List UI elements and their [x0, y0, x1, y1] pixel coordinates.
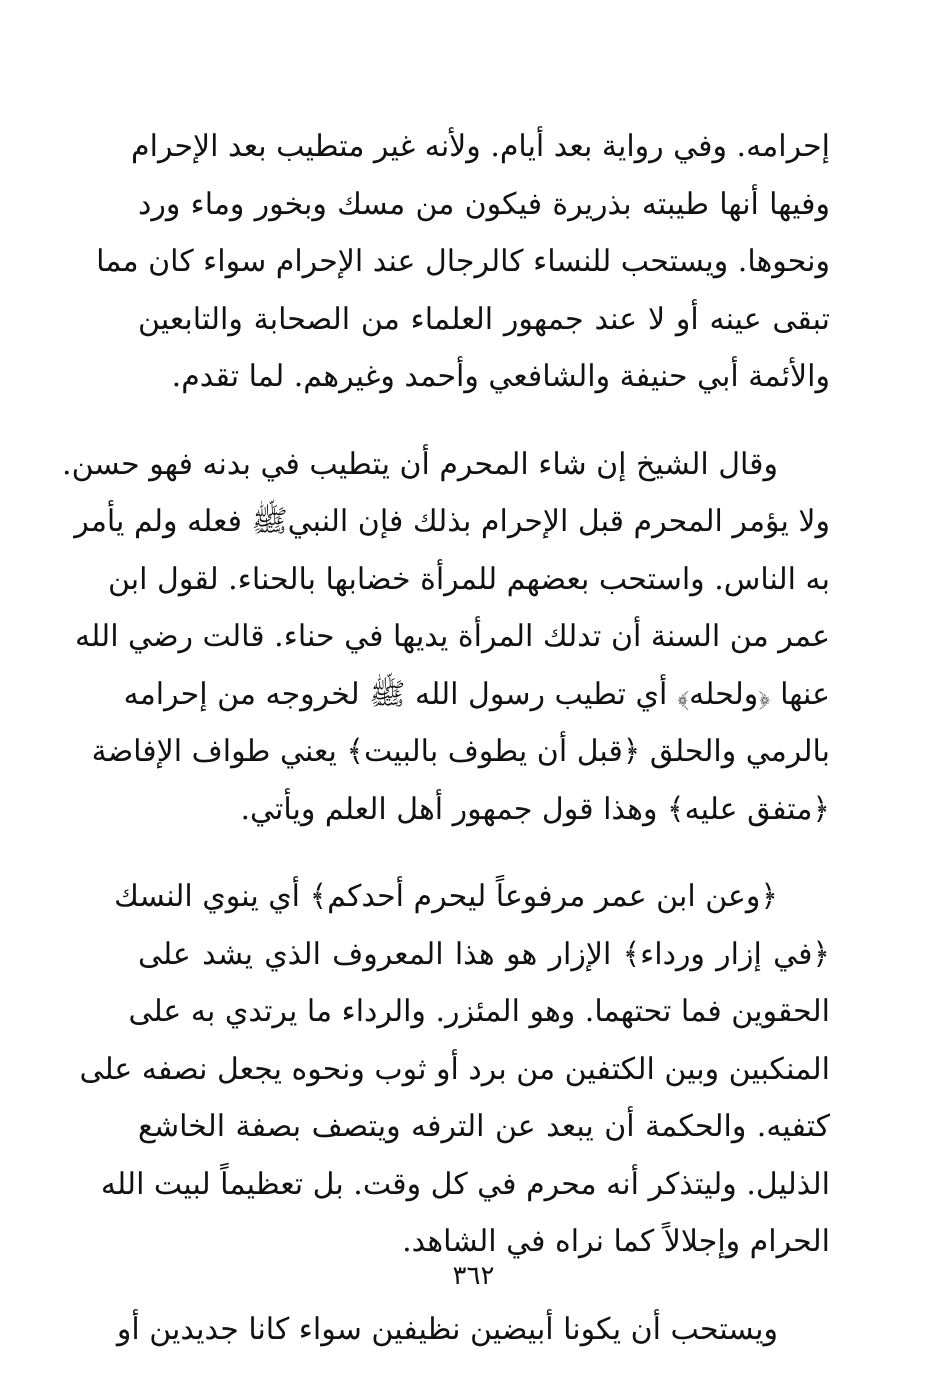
paragraph-1	[96, 118, 830, 406]
text-line: ﴿في إزار ورداء﴾ الإزار هو هذا المعروف الذي يشد على	[138, 936, 830, 972]
text-line: كتفيه. والحكمة أن يبعد عن الترفه ويتصف بصفة الخاشع	[138, 1109, 830, 1144]
text-line: ﴿متفق عليه﴾ وهذا قول جمهور أهل العلم ويأتي.	[240, 791, 830, 827]
page-number: ٣٦٢	[452, 1261, 495, 1291]
text-line: ونحوها. ويستحب للنساء كالرجال عند الإحرام سواء كان مما	[96, 244, 830, 279]
text-line: الذليل. وليتذكر أنه محرم في كل وقت. بل تعظيماً لبيت الله	[100, 1166, 830, 1202]
text-line: الحقوين فما تحتهما. وهو المئزر. والرداء ما يرتدي به على	[128, 994, 830, 1029]
paragraph-4	[116, 1301, 830, 1359]
page-body	[62, 118, 830, 1358]
text-line: والأئمة أبي حنيفة والشافعي وأحمد وغيرهم. لما تقدم.	[171, 359, 830, 394]
text-line: ولا يؤمر المحرم قبل الإحرام بذلك فإن النبيﷺ فعله ولم يأمر	[74, 504, 830, 539]
text-line: عنها ﴿ولحله﴾ أي تطيب رسول الله ﷺ لخروجه من إحرامه	[123, 676, 830, 712]
text-line: الحرام وإجلالاً كما نراه في الشاهد.	[402, 1224, 830, 1259]
text-line: ويستحب أن يكونا أبيضين نظيفين سواء كانا جديدين أو	[116, 1311, 778, 1347]
text-line: به الناس. واستحب بعضهم للمرأة خضابها بالحناء. لقول ابن	[107, 561, 830, 597]
text-line: وقال الشيخ إن شاء المحرم أن يتطيب في بدنه فهو حسن.	[62, 446, 778, 482]
text-line: بالرمي والحلق ﴿قبل أن يطوف بالبيت﴾ يعني طواف الإفاضة	[91, 734, 830, 769]
text-line: إحرامه. وفي رواية بعد أيام. ولأنه غير متطيب بعد الإحرام	[131, 129, 830, 164]
text-line: وفيها أنها طيبته بذريرة فيكون من مسك وبخور وماء ورد	[138, 186, 830, 222]
paragraph-3	[79, 868, 830, 1271]
text-line: تبقى عينه أو لا عند جمهور العلماء من الصحابة والتابعين	[138, 301, 830, 337]
paragraph-2	[62, 436, 830, 839]
text-line: عمر من السنة أن تدلك المرأة يديها في حناء. قالت رضي الله	[75, 619, 830, 654]
text-line: المنكبين وبين الكتفين من برد أو ثوب ونحوه يجعل نصفه على	[79, 1051, 830, 1087]
text-line: ﴿وعن ابن عمر مرفوعاً ليحرم أحدكم﴾ أي ينوي النسك	[114, 879, 778, 914]
